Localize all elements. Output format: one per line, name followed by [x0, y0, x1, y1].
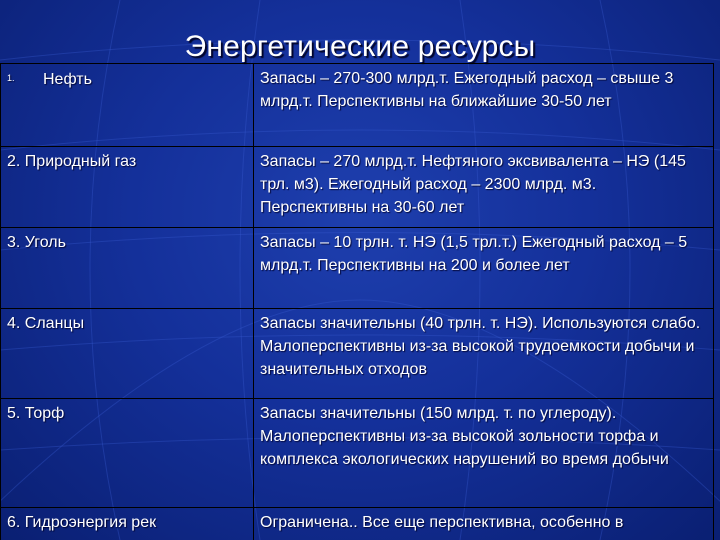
table-row: [1, 399, 714, 508]
table-row: [1, 309, 714, 399]
resource-description-cell: Запасы значительны (40 трлн. т. НЭ). Используются слабо. Малоперспективны из-за высокой трудоемкости добычи и значительных отходов: [254, 309, 714, 399]
resource-name-cell: 6. Гидроэнергия рек: [1, 508, 254, 540]
resource-name-cell: 4. Сланцы: [1, 309, 254, 399]
resource-description-cell: Запасы значительны (150 млрд. т. по углероду). Малоперспективны из-за высокой зольности торфа и комплекса экологических нарушений во время добычи: [254, 399, 714, 508]
resources-table: [0, 63, 714, 540]
resources-table-container: [0, 63, 716, 540]
resource-description-cell: Запасы – 270 млрд.т. Нефтяного эксвивалента – НЭ (145 трл. м3). Ежегодный расход – 2300 млрд. м3. Перспективны на 30-60 лет: [254, 147, 714, 228]
resource-description-cell: Ограничена.. Все еще перспективна, особенно в: [254, 508, 714, 540]
resource-description-cell: Запасы – 10 трлн. т. НЭ (1,5 трл.т.) Ежегодный расход – 5 млрд.т. Перспективны на 200 и более лет: [254, 228, 714, 309]
resource-description-cell: Запасы – 270-300 млрд.т. Ежегодный расход – свыше 3 млрд.т. Перспективны на ближайшие 30-50 лет: [254, 64, 714, 147]
row-number: 1.: [7, 73, 15, 83]
resource-name-cell: [1, 64, 254, 147]
resource-name-cell: 2. Природный газ: [1, 147, 254, 228]
resource-name: Нефть: [43, 71, 92, 88]
resource-name-cell: 3. Уголь: [1, 228, 254, 309]
table-row: [1, 508, 714, 540]
table-row: [1, 147, 714, 228]
table-row: [1, 228, 714, 309]
slide-title: Энергетические ресурсы: [184, 30, 536, 63]
resource-name-cell: 5. Торф: [1, 399, 254, 508]
table-row: [1, 64, 714, 147]
